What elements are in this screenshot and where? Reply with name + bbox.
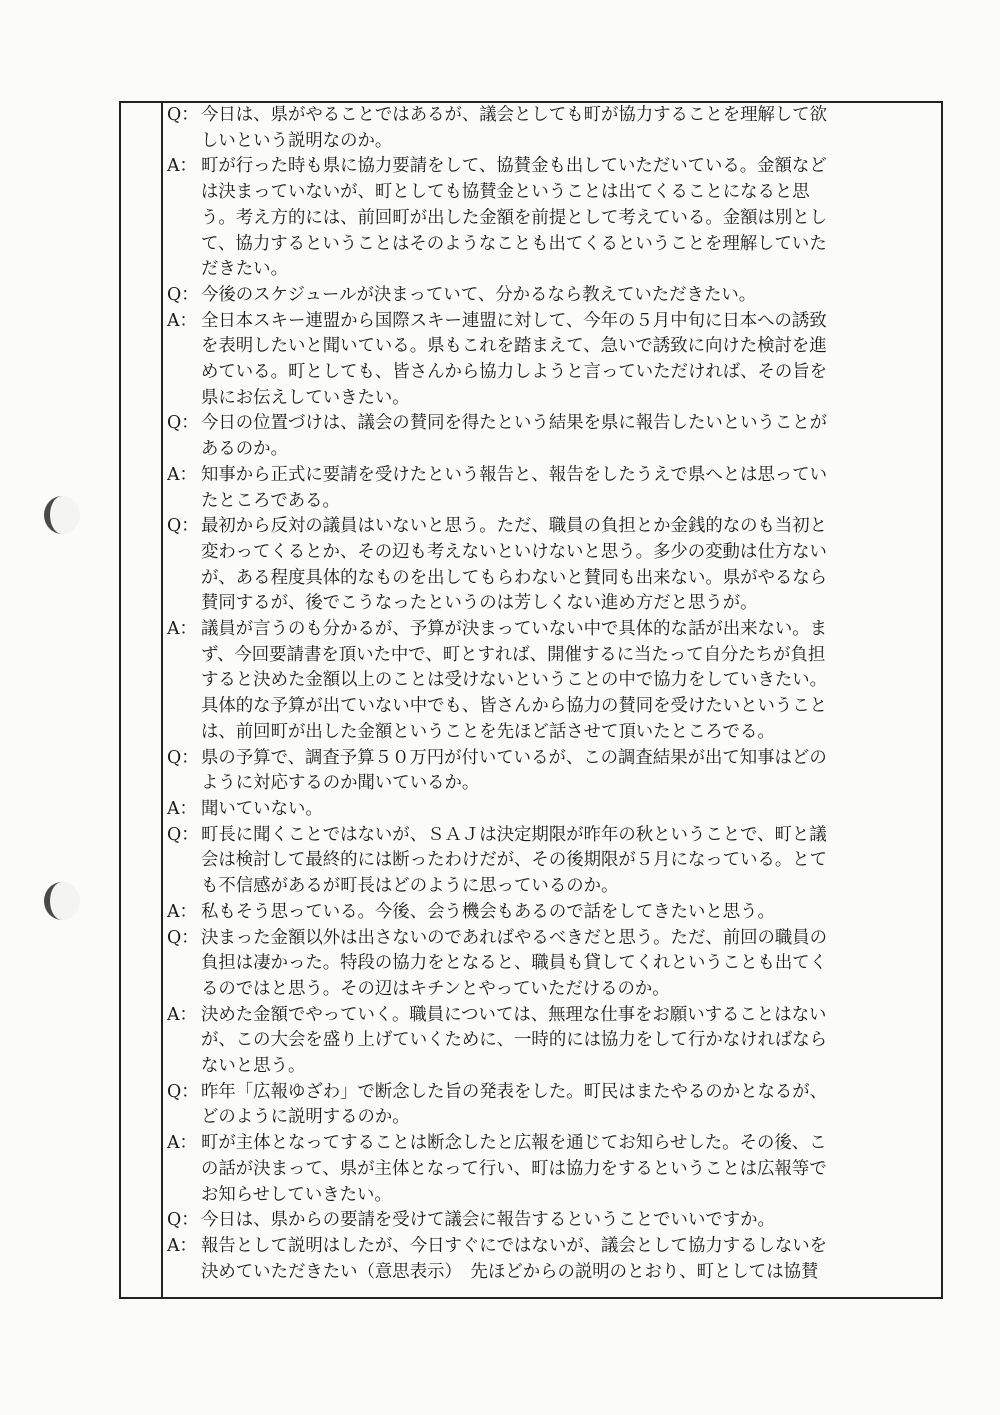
- qa-text: [201, 309, 939, 412]
- answer-entry: [167, 463, 939, 514]
- qa-line: が、ある程度具体的なものを出してもらわないと賛同も出来ない。県がやるなら: [201, 567, 828, 588]
- qa-line: 全日本スキー連盟から国際スキー連盟に対して、今年の５月中旬に日本への誘致: [201, 310, 827, 331]
- qa-line: るのではと思う。その辺はキチンとやっていただけるのか。: [201, 978, 670, 999]
- answer-entry: [167, 1131, 939, 1208]
- qa-line: 町が主体となってすることは断念したと広報を通じてお知らせした。その後、こ: [201, 1133, 827, 1154]
- question-entry: [167, 514, 939, 617]
- qa-text: [201, 746, 939, 797]
- qa-line: 決まった金額以外は出さないのであればやるべきだと思う。ただ、前回の職員の: [201, 927, 828, 948]
- qa-line: 負担は凄かった。特段の協力をとなると、職員も貸してくれということも出てく: [201, 953, 828, 974]
- qa-line: 会は検討して最終的には断ったわけだが、その後期限が５月になっている。とて: [201, 850, 828, 871]
- qa-text: [201, 283, 939, 309]
- qa-line: 県の予算で、調査予算５０万円が付いているが、この調査結果が出て知事はどの: [201, 747, 827, 768]
- qa-line: 今日の位置づけは、議会の賛同を得たという結果を県に報告したいということが: [201, 413, 828, 434]
- qa-text: [201, 1131, 939, 1208]
- qa-line: 今日は、県がやることではあるが、議会としても町が協力することを理解して欲: [201, 105, 828, 125]
- qa-text: [201, 1208, 939, 1234]
- qa-text: [201, 617, 939, 746]
- qa-line: 賛同するが、後でこうなったというのは芳しくない進め方だと思うが。: [201, 593, 758, 614]
- punch-hole-bottom: [44, 882, 80, 920]
- qa-line: が、この大会を盛り上げていくために、一時的には協力をして行かなければなら: [201, 1030, 828, 1051]
- qa-line: 昨年「広報ゆざわ」で断念した旨の発表をした。町民はまたやるのかとなるが、: [201, 1081, 828, 1102]
- qa-tag: Q：: [167, 105, 199, 125]
- qa-tag: Q：: [167, 1081, 199, 1102]
- qa-line: だきたい。: [201, 259, 288, 280]
- answer-entry: [167, 900, 939, 926]
- qa-line: 最初から反対の議員はいないと思う。ただ、職員の負担とか金銭的なのも当初と: [201, 516, 828, 537]
- qa-tag: Q：: [167, 516, 199, 537]
- qa-tag: A：: [167, 1235, 197, 1256]
- qa-text: [201, 926, 939, 1003]
- qa-line: 県にお伝えしていきたい。: [201, 387, 410, 408]
- qa-line: あるのか。: [201, 439, 288, 460]
- qa-line: ように対応するのか聞いているか。: [201, 773, 480, 794]
- qa-tag: A：: [167, 464, 197, 485]
- qa-tag: Q：: [167, 413, 199, 434]
- qa-tag: A：: [167, 310, 197, 331]
- answer-entry: [167, 617, 939, 746]
- qa-text: [201, 514, 939, 617]
- qa-line: 変わってくるとか、その辺も考えないといけないと思う。多少の変動は仕方ない: [201, 541, 827, 562]
- qa-line: 町長に聞くことではないが、ＳＡＪは決定期限が昨年の秋ということで、町と議: [201, 824, 827, 845]
- qa-line: 聞いていない。: [201, 798, 323, 819]
- qa-text: [201, 797, 939, 823]
- question-entry: [167, 1080, 939, 1131]
- qa-tag: Q：: [167, 927, 199, 948]
- qa-line: どのように説明するのか。: [201, 1107, 410, 1128]
- qa-tag: A：: [167, 156, 197, 177]
- question-entry: [167, 926, 939, 1003]
- qa-tag: A：: [167, 1133, 197, 1154]
- qa-text: [201, 1003, 939, 1080]
- answer-entry: [167, 1003, 939, 1080]
- qa-line: 議員が言うのも分かるが、予算が決まっていない中で具体的な話が出来ない。ま: [201, 619, 828, 640]
- left-column-divider: [161, 103, 163, 1297]
- qa-text: [201, 823, 939, 900]
- question-entry: [167, 411, 939, 462]
- question-entry: [167, 823, 939, 900]
- qa-line: 具体的な予算が出ていない中でも、皆さんから協力の賛同を受けたいということ: [201, 696, 828, 717]
- qa-text: [201, 1080, 939, 1131]
- qa-line: 決めていただきたい（意思表示） 先ほどからの説明のとおり、町としては協賛: [201, 1261, 819, 1282]
- question-entry: [167, 103, 939, 154]
- qa-text: [201, 900, 939, 926]
- qa-line: 報告として説明はしたが、今日すぐにではないが、議会として協力するしないを: [201, 1235, 828, 1256]
- qa-line: 私もそう思っている。今後、会う機会もあるので話をしてきたいと思う。: [201, 901, 775, 922]
- qa-tag: A：: [167, 619, 197, 640]
- qa-line: 今日は、県からの要請を受けて議会に報告するということでいいですか。: [201, 1210, 775, 1231]
- qa-line: ないと思う。: [201, 1056, 306, 1077]
- qa-tag: Q：: [167, 284, 199, 305]
- qa-tag: Q：: [167, 824, 199, 845]
- answer-entry: [167, 797, 939, 823]
- qa-text: [201, 103, 939, 154]
- qa-line: お知らせしていきたい。: [201, 1184, 392, 1205]
- qa-line: は決まっていないが、町としても協賛金ということは出てくることになると思: [201, 182, 810, 203]
- qa-line: 決めた金額でやっていく。職員については、無理な仕事をお願いすることはない: [201, 1004, 827, 1025]
- qa-tag: Q：: [167, 747, 199, 768]
- question-entry: [167, 283, 939, 309]
- qa-text: [201, 1234, 939, 1285]
- answer-entry: [167, 1234, 939, 1285]
- qa-line: う。考え方的には、前回町が出した金額を前提として考えている。金額は別とし: [201, 207, 828, 228]
- answer-entry: [167, 309, 939, 412]
- qa-content: [167, 103, 939, 1285]
- qa-text: [201, 411, 939, 462]
- qa-tag: Q：: [167, 1210, 199, 1231]
- qa-line: めている。町としても、皆さんから協力しようと言っていただければ、その旨を: [201, 362, 828, 383]
- qa-line: も不信感があるが町長はどのように思っているのか。: [201, 876, 619, 897]
- qa-text: [201, 154, 939, 283]
- qa-tag: A：: [167, 1004, 197, 1025]
- qa-tag: A：: [167, 901, 197, 922]
- qa-text: [201, 463, 939, 514]
- qa-tag: A：: [167, 798, 197, 819]
- qa-line: 知事から正式に要請を受けたという報告と、報告をしたうえで県へとは思ってい: [201, 464, 828, 485]
- question-entry: [167, 746, 939, 797]
- qa-line: は、前回町が出した金額ということを先ほど話させて頂いたところでる。: [201, 721, 775, 742]
- qa-line: の話が決まって、県が主体となって行い、町は協力をするということは広報等で: [201, 1158, 827, 1179]
- qa-line: しいという説明なのか。: [201, 130, 393, 151]
- answer-entry: [167, 154, 939, 283]
- qa-line: たところである。: [201, 490, 340, 511]
- question-entry: [167, 1208, 939, 1234]
- punch-hole-top: [44, 496, 80, 534]
- qa-line: ず、今回要請書を頂いた中で、町とすれば、開催するに当たって自分たちが負担: [201, 644, 826, 665]
- qa-line: 町が行った時も県に協力要請をして、協賛金も出していただいている。金額など: [201, 156, 827, 177]
- qa-line: を表明したいと聞いている。県もこれを踏まえて、急いで誘致に向けた検討を進: [201, 336, 827, 357]
- qa-line: 今後のスケジュールが決まっていて、分かるなら教えていただきたい。: [201, 284, 757, 305]
- qa-line: て、協力するということはそのようなことも出てくるということを理解していた: [201, 233, 827, 254]
- qa-line: すると決めた金額以上のことは受けないということの中で協力をしていきたい。: [201, 670, 828, 691]
